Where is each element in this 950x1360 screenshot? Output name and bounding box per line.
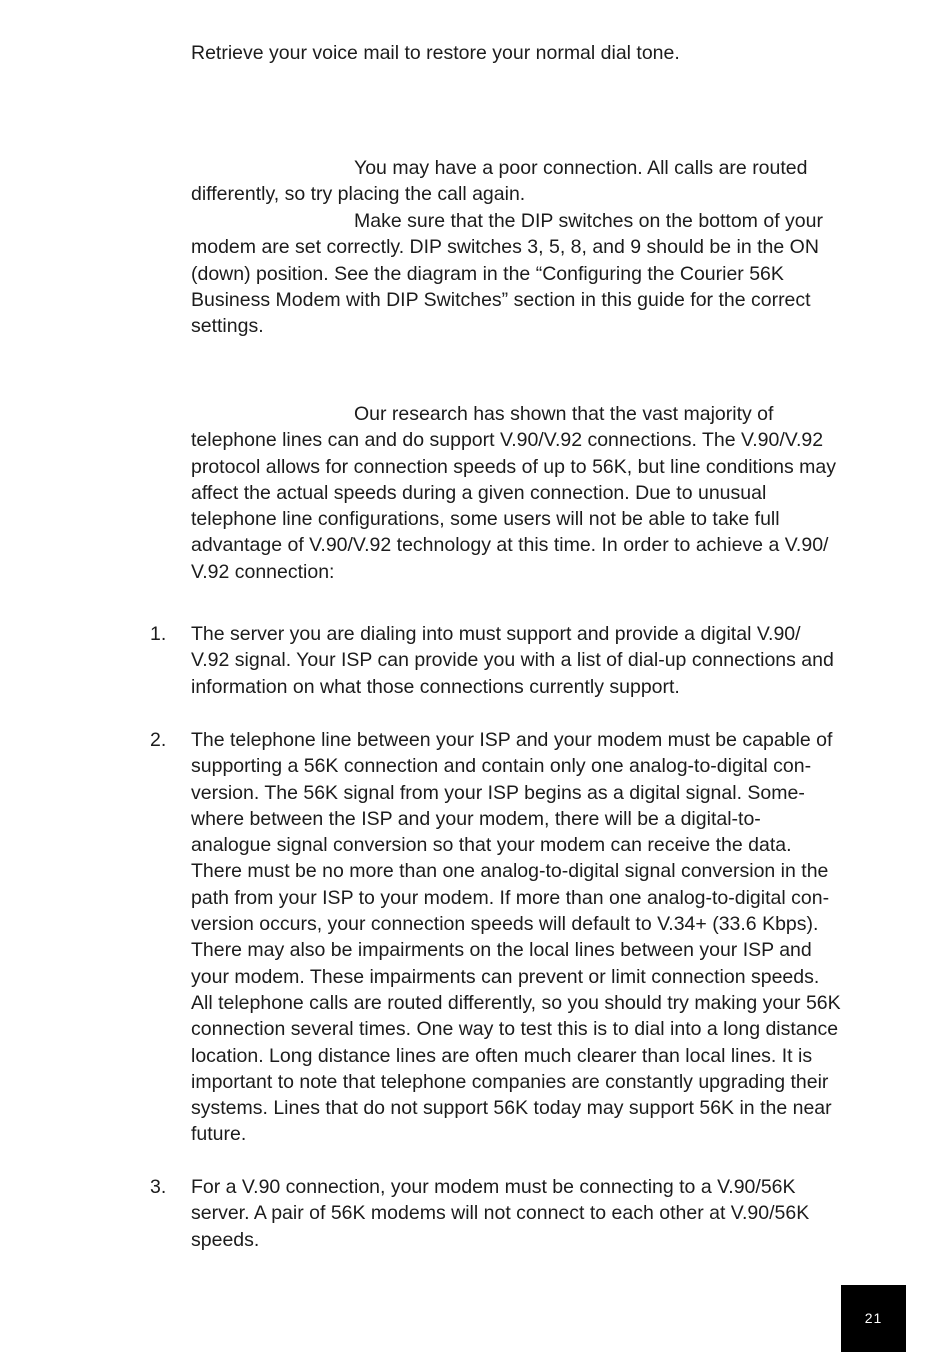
research-paragraph: Our research has shown that the vast majority of telephone lines can and do support V.90/V.92 connections. The V.90/V.92 protocol allows for connection speeds of up to 56K, but line conditions may affect the actual speeds during a given connection. Due to unusual telephone line configurations, some users will not be able to take full advantage of V.90/V.92 technology at this time. In order to achieve a V.90/ V.92 connection: [191, 403, 836, 583]
dip-switch-paragraph: Make sure that the DIP switches on the bottom of your modem are set correctly. DIP switches 3, 5, 8, and 9 should be in the ON (down) position. See the diagram in the “Configuring the Courier 56K Business Modem with DIP Switches” section in this guide for the correct settings. [191, 210, 823, 338]
poor-connection-paragraph: You may have a poor connection. All calls are routed differently, so try placing the call again. [191, 157, 808, 206]
list-item-text: For a V.90 connection, your modem must be connecting to a V.90/56K server. A pair of 56K modems will not connect to each other at V.90/56K speeds. [191, 1176, 810, 1251]
list-item-number: 1. [150, 623, 167, 645]
list-item-text: The server you are dialing into must support and provide a digital V.90/ V.92 signal. Your ISP can provide you with a list of dial-up connections and information on what those connections currently support. [191, 623, 834, 698]
list-item-text: The telephone line between your ISP and your modem must be capable of supporting a 56K connection and contain only one analog-to-digital conversion. The 56K signal from your ISP begins as a digital signal. Somewhere between the ISP and your modem, there will be a digital-to-analogue signal conversion so that your modem can receive the data. There must be no more than one analog-to-digital signal conversion in the path from your ISP to your modem. If more than one analog-to-digital conversion occurs, your connection speeds will default to V.34+ (33.6 Kbps). There may also be impairments on the local lines between your ISP and your modem. These impairments can prevent or limit connection speeds. All telephone calls are routed differently, so you should try making your 56K connection several times. One way to test this is to dial into a long distance location. Long distance lines are often much clearer than local lines. It is important to note that telephone companies are constantly upgrading their systems. Lines that do not support 56K today may support 56K in the near future. [191, 729, 841, 1146]
list-item-number: 3. [150, 1176, 167, 1198]
intro-line: Retrieve your voice mail to restore your normal dial tone. [191, 42, 680, 64]
page-number-box [841, 1285, 906, 1352]
list-item-number: 2. [150, 729, 167, 751]
page-number: 21 [864, 1310, 883, 1327]
